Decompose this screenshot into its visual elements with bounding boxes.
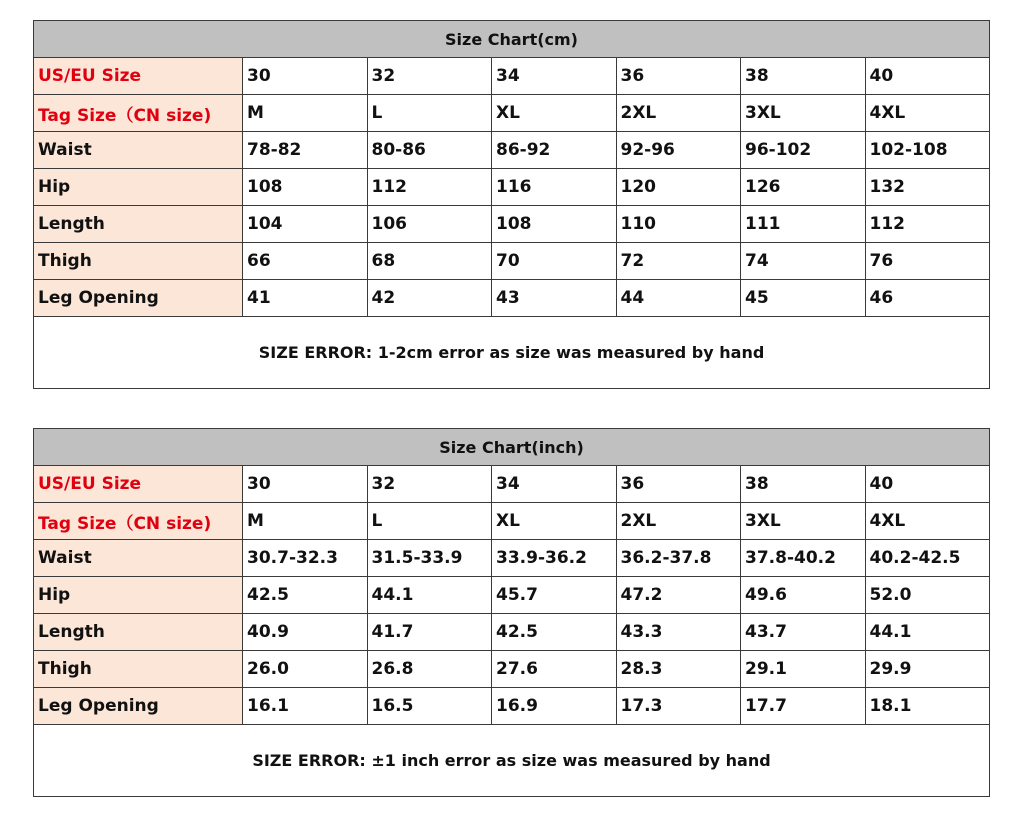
- cell: 36: [616, 466, 741, 503]
- cell: 16.1: [243, 688, 368, 725]
- size-error-row: [34, 725, 990, 797]
- cell: 34: [492, 466, 617, 503]
- cell: 2XL: [616, 503, 741, 540]
- cell: 78-82: [243, 132, 368, 169]
- row-label: Length: [34, 614, 243, 651]
- cell: 108: [243, 169, 368, 206]
- cell: 68: [367, 243, 492, 280]
- row-tag-size: [34, 95, 990, 132]
- row-label: Waist: [34, 540, 243, 577]
- row-label: US/EU Size: [34, 466, 243, 503]
- row-label: Leg Opening: [34, 280, 243, 317]
- row-label: Thigh: [34, 651, 243, 688]
- size-error-note: SIZE ERROR: 1-2cm error as size was measured by hand: [34, 317, 990, 389]
- cell: 34: [492, 58, 617, 95]
- row-length: [34, 206, 990, 243]
- row-hip: [34, 169, 990, 206]
- cell: 33.9-36.2: [492, 540, 617, 577]
- cell: 38: [741, 58, 866, 95]
- cell: XL: [492, 95, 617, 132]
- cell: 30: [243, 466, 368, 503]
- cell: 43: [492, 280, 617, 317]
- cell: 41: [243, 280, 368, 317]
- row-hip: [34, 577, 990, 614]
- cell: 26.0: [243, 651, 368, 688]
- cell: 30.7-32.3: [243, 540, 368, 577]
- row-us-eu-size: [34, 466, 990, 503]
- row-thigh: [34, 243, 990, 280]
- cell: 40: [865, 58, 990, 95]
- chart-title: Size Chart(cm): [34, 21, 990, 58]
- size-chart-cm: [33, 20, 990, 389]
- cell: 111: [741, 206, 866, 243]
- row-waist: [34, 132, 990, 169]
- cell: L: [367, 95, 492, 132]
- cell: 104: [243, 206, 368, 243]
- size-chart-inch: [33, 428, 990, 797]
- cell: 3XL: [741, 503, 866, 540]
- cell: 42: [367, 280, 492, 317]
- cell: 40.9: [243, 614, 368, 651]
- cell: 31.5-33.9: [367, 540, 492, 577]
- row-leg-opening: [34, 688, 990, 725]
- cell: 110: [616, 206, 741, 243]
- cell: 44.1: [865, 614, 990, 651]
- cell: 112: [865, 206, 990, 243]
- cell: 43.7: [741, 614, 866, 651]
- row-label: Waist: [34, 132, 243, 169]
- row-label: Hip: [34, 169, 243, 206]
- cell: 38: [741, 466, 866, 503]
- cell: 106: [367, 206, 492, 243]
- cell: 26.8: [367, 651, 492, 688]
- cell: 36.2-37.8: [616, 540, 741, 577]
- cell: 40: [865, 466, 990, 503]
- cell: 49.6: [741, 577, 866, 614]
- row-label: Tag Size（CN size): [34, 503, 243, 540]
- cell: 86-92: [492, 132, 617, 169]
- row-label: Leg Opening: [34, 688, 243, 725]
- chart-title: Size Chart(inch): [34, 429, 990, 466]
- cell: 17.7: [741, 688, 866, 725]
- cell: 44: [616, 280, 741, 317]
- cell: M: [243, 95, 368, 132]
- cell: 42.5: [243, 577, 368, 614]
- cell: 120: [616, 169, 741, 206]
- cell: 37.8-40.2: [741, 540, 866, 577]
- row-label: Thigh: [34, 243, 243, 280]
- row-length: [34, 614, 990, 651]
- cell: 32: [367, 466, 492, 503]
- cell: 27.6: [492, 651, 617, 688]
- cell: L: [367, 503, 492, 540]
- cell: 32: [367, 58, 492, 95]
- cell: 45: [741, 280, 866, 317]
- cell: 76: [865, 243, 990, 280]
- row-label: US/EU Size: [34, 58, 243, 95]
- chart-title-row: [34, 429, 990, 466]
- cell: 47.2: [616, 577, 741, 614]
- cell: 4XL: [865, 95, 990, 132]
- cell: 70: [492, 243, 617, 280]
- row-us-eu-size: [34, 58, 990, 95]
- cell: 92-96: [616, 132, 741, 169]
- cell: 16.9: [492, 688, 617, 725]
- cell: 3XL: [741, 95, 866, 132]
- cell: 2XL: [616, 95, 741, 132]
- cell: 16.5: [367, 688, 492, 725]
- cell: 102-108: [865, 132, 990, 169]
- cell: 29.9: [865, 651, 990, 688]
- cell: 43.3: [616, 614, 741, 651]
- cell: M: [243, 503, 368, 540]
- cell: 108: [492, 206, 617, 243]
- cell: 96-102: [741, 132, 866, 169]
- row-label: Hip: [34, 577, 243, 614]
- size-error-row: [34, 317, 990, 389]
- row-tag-size: [34, 503, 990, 540]
- cell: 41.7: [367, 614, 492, 651]
- cell: 28.3: [616, 651, 741, 688]
- cell: 17.3: [616, 688, 741, 725]
- cell: 126: [741, 169, 866, 206]
- cell: 18.1: [865, 688, 990, 725]
- cell: 29.1: [741, 651, 866, 688]
- cell: 52.0: [865, 577, 990, 614]
- row-thigh: [34, 651, 990, 688]
- cell: 132: [865, 169, 990, 206]
- cell: 46: [865, 280, 990, 317]
- size-error-note: SIZE ERROR: ±1 inch error as size was measured by hand: [34, 725, 990, 797]
- row-label: Tag Size（CN size): [34, 95, 243, 132]
- cell: 36: [616, 58, 741, 95]
- row-label: Length: [34, 206, 243, 243]
- cell: 116: [492, 169, 617, 206]
- row-waist: [34, 540, 990, 577]
- cell: 45.7: [492, 577, 617, 614]
- cell: 72: [616, 243, 741, 280]
- cell: 40.2-42.5: [865, 540, 990, 577]
- cell: 80-86: [367, 132, 492, 169]
- row-leg-opening: [34, 280, 990, 317]
- cell: 74: [741, 243, 866, 280]
- cell: 44.1: [367, 577, 492, 614]
- cell: 30: [243, 58, 368, 95]
- cell: XL: [492, 503, 617, 540]
- cell: 112: [367, 169, 492, 206]
- cell: 4XL: [865, 503, 990, 540]
- cell: 66: [243, 243, 368, 280]
- chart-title-row: [34, 21, 990, 58]
- cell: 42.5: [492, 614, 617, 651]
